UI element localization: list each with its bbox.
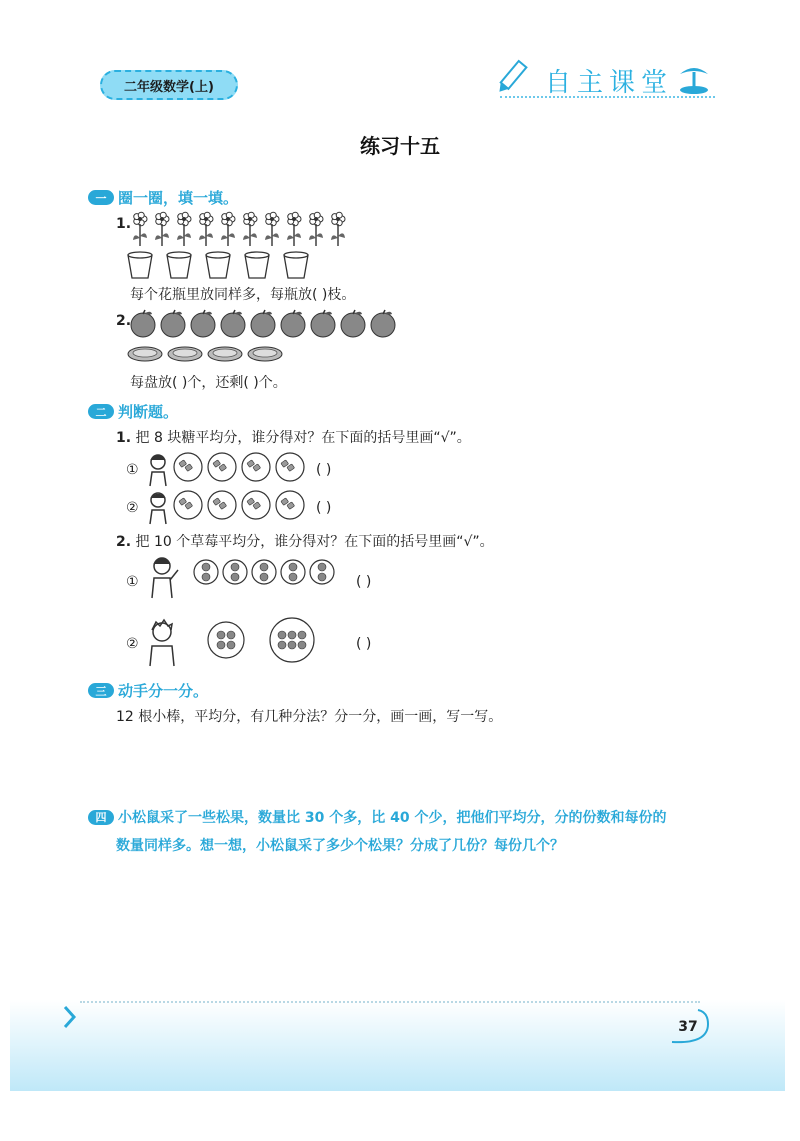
flower-icon [177, 212, 191, 246]
strawberry-icon [217, 631, 225, 639]
candy-group [208, 491, 236, 519]
section-3-text: 12 根小棒，平均分，有几种分法？分一分，画一画，写一写。 [116, 709, 503, 725]
grade-badge [100, 70, 238, 100]
strawberry-icon [278, 631, 286, 639]
question-number: 2. [116, 534, 132, 550]
footer-dotted-line [80, 1001, 700, 1003]
candy-group [242, 491, 270, 519]
vase-icon [167, 252, 191, 278]
strawberry-icon [227, 631, 235, 639]
flowers-row [128, 210, 358, 250]
strawberry-icon [231, 563, 239, 571]
strawberry-icon [217, 641, 225, 649]
strawberry-icon [288, 641, 296, 649]
plate-icon [128, 347, 162, 361]
strawberry-icon [289, 563, 297, 571]
candy-option-2 [146, 488, 306, 528]
section-number: 一 [88, 190, 114, 205]
candy-option-1 [146, 450, 306, 490]
strawberry-icon [231, 573, 239, 581]
flower-icon [199, 212, 213, 246]
apple-icon [371, 310, 395, 337]
option-marker: ① [126, 574, 139, 590]
question-number: 1. [116, 430, 132, 446]
section-title: 判断题。 [118, 403, 179, 421]
strawberry-group [281, 560, 305, 584]
apple-icon [341, 310, 365, 337]
option-marker: ② [126, 500, 139, 516]
strawberry-icon [289, 573, 297, 581]
child-figure [150, 620, 174, 666]
apple-icon [191, 310, 215, 337]
flower-icon [155, 212, 169, 246]
question-2 [116, 531, 494, 551]
child-figure [150, 455, 166, 486]
question-text: 把 10 个草莓平均分，谁分得对？在下面的括号里画“√”。 [135, 534, 494, 550]
palm-island-icon [676, 60, 712, 96]
page-title: 练习十五 [360, 134, 440, 158]
strawberry-option-2 [146, 616, 346, 672]
flower-icon [331, 212, 345, 246]
flower-icon [133, 212, 147, 246]
apple-icon [131, 310, 155, 337]
grade-label: 二年级数学(上) [124, 79, 214, 95]
candy-group [276, 491, 304, 519]
child-figure [152, 558, 178, 598]
strawberry-group [208, 622, 244, 658]
question-1 [116, 427, 471, 447]
section-number: 三 [88, 683, 114, 698]
strawberry-icon [318, 563, 326, 571]
candy-group [276, 453, 304, 481]
chevron-right-icon [62, 1004, 78, 1030]
apple-icon [251, 310, 275, 337]
flower-icon [265, 212, 279, 246]
section-4-text-1: 小松鼠采了一些松果，数量比 30 个多，比 40 个少，把他们平均分，分的份数和每份的 [118, 810, 667, 826]
apples-row [128, 308, 403, 340]
plate-icon [168, 347, 202, 361]
answer-paren[interactable]: ( ) [316, 500, 332, 516]
option-marker: ① [126, 462, 139, 478]
strawberry-group [270, 618, 314, 662]
strawberry-group [310, 560, 334, 584]
section-number: 四 [88, 810, 114, 825]
header-dotted-line [500, 96, 715, 98]
question-number: 2. [116, 313, 132, 329]
section-number: 二 [88, 404, 114, 419]
flower-icon [309, 212, 323, 246]
strawberry-icon [318, 573, 326, 581]
section-title: 动手分一分。 [118, 682, 209, 700]
strawberry-option-1 [146, 552, 346, 602]
strawberry-icon [227, 641, 235, 649]
vase-icon [245, 252, 269, 278]
section-3-heading [88, 680, 208, 701]
flower-icon [243, 212, 257, 246]
plates-row [126, 344, 291, 364]
answer-paren[interactable]: ( ) [356, 636, 372, 652]
candy-group [174, 491, 202, 519]
flower-icon [287, 212, 301, 246]
strawberry-group [223, 560, 247, 584]
child-figure [150, 493, 166, 524]
section-4-line-1 [88, 807, 666, 827]
plate-icon [248, 347, 282, 361]
page-number: 37 [678, 1019, 698, 1035]
vases-row [126, 250, 316, 282]
question-number: 1. [116, 216, 132, 232]
section-2-heading [88, 401, 178, 422]
strawberry-icon [298, 641, 306, 649]
section-1-heading [88, 187, 238, 208]
strawberry-icon [278, 641, 286, 649]
apple-icon [311, 310, 335, 337]
apple-icon [161, 310, 185, 337]
plate-icon [208, 347, 242, 361]
strawberry-icon [288, 631, 296, 639]
question-text: 每个花瓶里放同样多，每瓶放( )枝。 [130, 287, 356, 303]
answer-paren[interactable]: ( ) [356, 574, 372, 590]
apple-icon [281, 310, 305, 337]
section-title: 圈一圈，填一填。 [118, 189, 239, 207]
strawberry-icon [260, 563, 268, 571]
apple-icon [221, 310, 245, 337]
option-marker: ② [126, 636, 139, 652]
section-4-text-2: 数量同样多。想一想，小松鼠采了多少个松果？分成了几份？每份几个？ [116, 838, 564, 854]
candy-group [174, 453, 202, 481]
answer-paren[interactable]: ( ) [316, 462, 332, 478]
candy-group [208, 453, 236, 481]
strawberry-group [252, 560, 276, 584]
vase-icon [206, 252, 230, 278]
candy-group [242, 453, 270, 481]
vase-icon [284, 252, 308, 278]
vase-icon [128, 252, 152, 278]
pencil-icon [492, 58, 530, 98]
question-text: 把 8 块糖平均分，谁分得对？在下面的括号里画“√”。 [135, 430, 471, 446]
flower-icon [221, 212, 235, 246]
strawberry-icon [202, 563, 210, 571]
strawberry-icon [298, 631, 306, 639]
question-text: 每盘放( )个，还剩( )个。 [130, 375, 287, 391]
strawberry-group [194, 560, 218, 584]
strawberry-icon [202, 573, 210, 581]
strawberry-icon [260, 573, 268, 581]
brand-title: 自主课堂 [545, 68, 674, 98]
